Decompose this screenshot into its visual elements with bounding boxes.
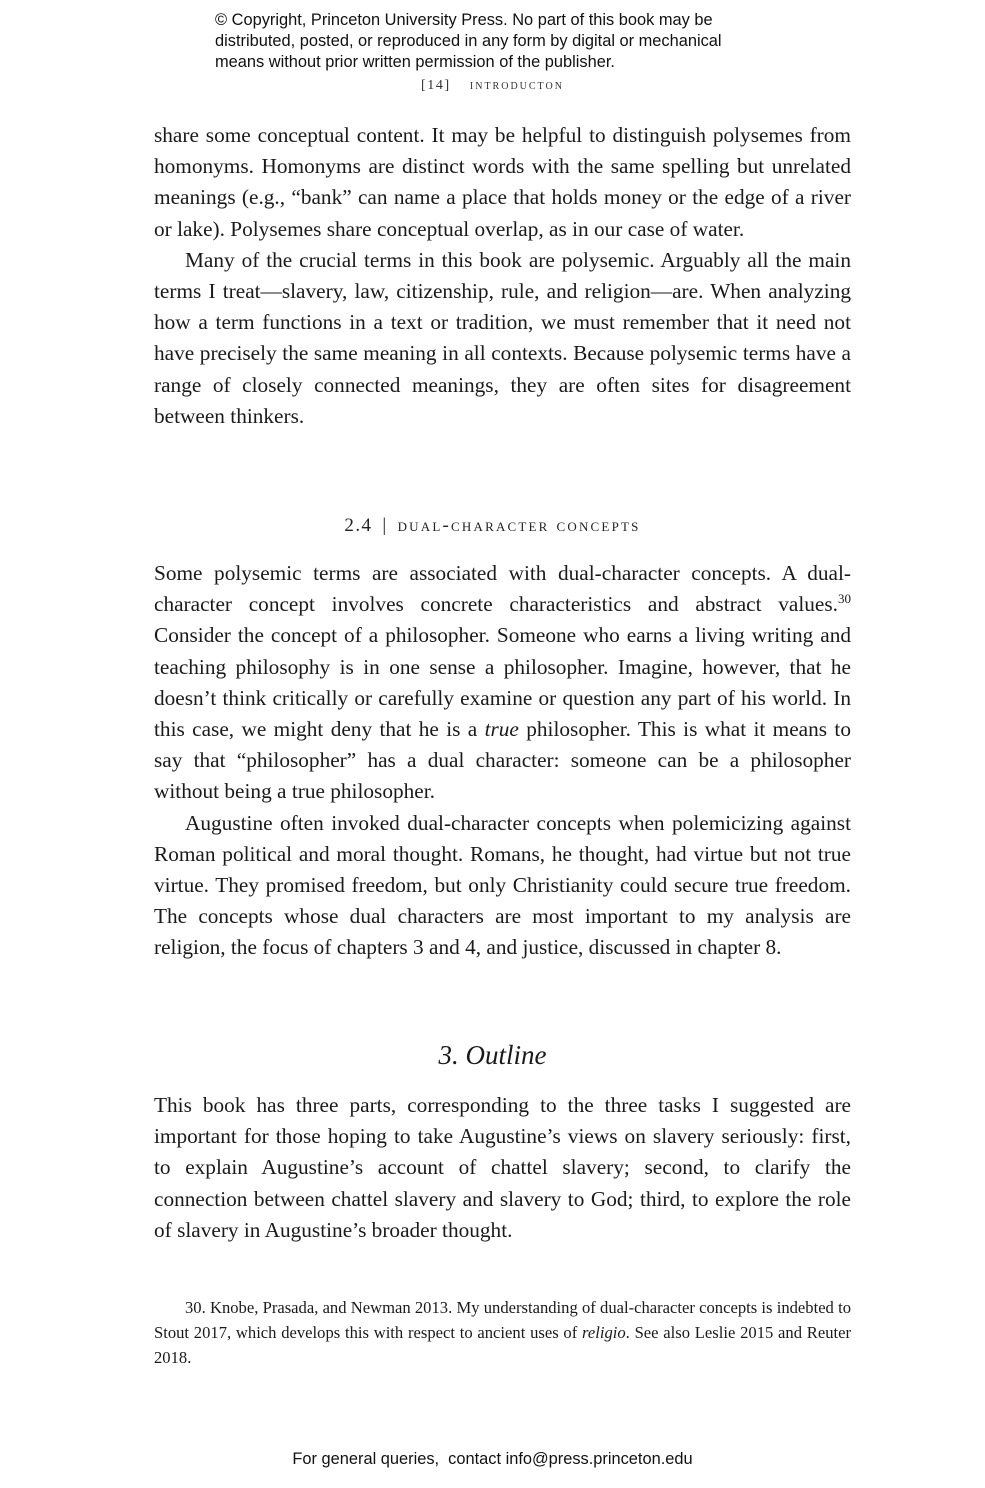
footer-contact: For general queries, contact info@press.princeton.edu [292,1450,693,1468]
page-number: [14] [421,78,451,93]
running-title: introducton [469,78,564,93]
footnote [154,1295,851,1370]
section-separator: | [382,515,388,536]
copyright-notice [215,10,815,73]
paragraph: This book has three parts, corresponding to the three tasks I suggested are important for those hoping to take Augustine’s views on slavery seriously: first, to explain Augustine’s account of chattel slavery; second, to clarify the connection between chattel slavery and slavery to God; third, to explore the role of slavery in Augustine’s broader thought. [154,1093,851,1242]
footnote-text: . See also Leslie 2015 and Reuter 2018. [154,1323,852,1367]
body-text-middle [154,558,851,964]
paragraph-text: Some polysemic terms are associated with dual-character concepts. A dual-character concept involves concrete characteristics and abstract values. [154,561,851,617]
emphasis: religio [582,1323,626,1342]
paragraph-text: Consider the concept of a philosopher. Someone who earns a living writing and teaching philosophy is in one sense a philosopher. Imagine, however, that he doesn’t think critically or carefully examine or question any part of his world. In this case, we might deny that he is a [154,623,851,742]
paragraph: Many of the crucial terms in this book are polysemic. Arguably all the main terms I treat—slavery, law, citizenship, rule, and religion—are. When analyzing how a term functions in a text or tradition, we must remember that it need not have precisely the same meaning in all contexts. Because polysemic terms have a range of closely connected meanings, they are often sites for disagreement between thinkers. [154,247,851,428]
paragraph-text: philosopher. This is what it means to say that “philosopher” has a dual character: someone can be a philosopher without being a true philosopher. [154,717,851,804]
paragraph: share some conceptual content. It may be helpful to distinguish polysemes from homonyms. Homonyms are distinct words with the same spelling but unrelated meanings (e.g., “bank” can name a place that holds money or the edge of a river or lake). Polysemes share conceptual overlap, as in our case of water. [154,123,851,241]
section-title: dual-character concepts [397,515,641,536]
body-text-upper [154,120,851,432]
section-number: 2.4 [344,515,373,536]
copyright-line: means without prior written permission of the publisher. [215,53,615,71]
footnote-text: 30. Knobe, Prasada, and Newman 2013. My understanding of dual-character concepts is indebted to Stout 2017, which develops this with respect to ancient uses of [154,1298,851,1342]
copyright-line: © Copyright, Princeton University Press. No part of this book may be [215,11,713,29]
body-text-lower [154,1090,851,1246]
copyright-line: distributed, posted, or reproduced in any form by digital or mechanical [215,32,722,50]
footnote-marker: 30 [838,591,851,607]
paragraph: Augustine often invoked dual-character concepts when polemicizing against Roman political and moral thought. Romans, he thought, had virtue but not true virtue. They promised freedom, but only Christianity could secure true freedom. The concepts whose dual characters are most important to my analysis are religion, the focus of chapters 3 and 4, and justice, discussed in chapter 8. [154,810,851,960]
chapter-heading: 3. Outline [438,1040,547,1070]
paragraph [154,558,851,808]
footnote-paragraph [154,1295,851,1370]
running-head [0,78,985,94]
emphasis: true [484,717,519,742]
section-heading [0,515,985,537]
